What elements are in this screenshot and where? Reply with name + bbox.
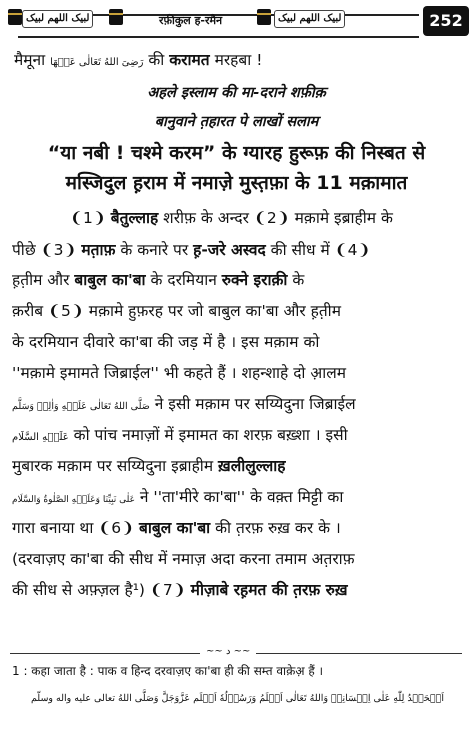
text: ने ''ता'मीरे का'बा'' के वक़्त मिट्टी का bbox=[139, 488, 344, 506]
text: मरहबा ! bbox=[214, 51, 263, 69]
body-line bbox=[12, 268, 304, 290]
text: गारा बनाया था ❨6❩ bbox=[12, 519, 135, 537]
page-number: 252 bbox=[423, 6, 469, 36]
body-line: (दरवाज़ए का'बा की सीध में नमाज़ अदा करना तमाम अत़राफ़ bbox=[12, 550, 355, 568]
body-line bbox=[12, 485, 343, 507]
body-line bbox=[12, 516, 341, 538]
bold-term: बैतुल्लाह bbox=[110, 209, 159, 227]
verse-line-1: अहले इस्लाम की मा-दराने शफ़ीक़ bbox=[147, 85, 326, 101]
bold-term: रुक्ने इराक़ी bbox=[221, 271, 288, 289]
text: की सीध में ❨4❩ bbox=[270, 241, 371, 259]
text: की bbox=[148, 51, 165, 69]
bold-term: ह़-जरे अस्वद bbox=[193, 241, 266, 259]
text: के कनारे पर bbox=[120, 241, 189, 259]
header-right-label: لبیک اللھم لبیک bbox=[274, 10, 345, 28]
kaaba-icon bbox=[109, 9, 123, 25]
header-title: रफ़ीकुल ह-रमैन bbox=[159, 14, 223, 27]
text: की त़रफ़ रुख़ कर के । bbox=[215, 519, 341, 537]
body-line: ''मक़ामे इमामते जिब्राईल'' भी कहते हैं । शहन्शाहे दो आ़लम bbox=[12, 364, 346, 382]
text: को पांच नमाज़ों में इमामत का शरफ़ बख़्शा । इसी bbox=[73, 426, 348, 444]
bold-term: बाबुल का'बा bbox=[139, 519, 211, 537]
text: शरीफ़ के अन्दर ❨2❩ मक़ामे इब्राहीम के bbox=[163, 209, 393, 227]
footnote: 1 : कहा जाता है : पाक व हिन्द दरवाज़ए का'बा ही की सम्त वाक़ेअ़ हैं । bbox=[12, 664, 324, 678]
text: ने इसी मक़ाम पर सय्यिदुना जिब्राईल bbox=[154, 395, 356, 413]
bold-term: बाबुल का'बा bbox=[74, 271, 146, 289]
section-heading: “या नबी ! चश्मे करम” के ग्यारह हुरूफ़ की निस्बत से bbox=[47, 142, 426, 164]
body-line bbox=[12, 238, 371, 260]
kaaba-icon bbox=[8, 9, 22, 25]
header-left-label: لبیک اللھم لبیک bbox=[22, 10, 93, 28]
body-line: के दरमियान दीवारे का'बा की जड़ में है । इस मक़ाम को bbox=[12, 333, 320, 351]
closing-arabic: اَلۡحَمۡدُ لِلّٰهِ عَلٰی اِحۡسَانِهٖ وَاللهُ تَعَالٰی اَعۡلَمُ وَرَسُوۡلُهٗ اَعۡلَم عَزَّوَجَلَّ وَصَلَّی اللهُ تعالی عليه واله وسلّم bbox=[30, 693, 444, 704]
text: पीछे ❨3❩ bbox=[12, 241, 77, 259]
text: मुबारक मक़ाम पर सय्यिदुना इब्राहीम bbox=[12, 457, 214, 475]
arabic-honorific: رَضِیَ اللهُ تَعَالٰی عَنۡهَا bbox=[50, 57, 144, 68]
bold-term: मत़ाफ़ bbox=[81, 241, 116, 259]
body-line bbox=[14, 48, 262, 70]
body-line: क़रीब ❨5❩ मक़ामे हुफ़रह पर जो बाबुल का'बा और ह़त़ीम bbox=[12, 302, 341, 320]
body-line bbox=[12, 454, 286, 476]
footnote-ornament: ~~ د ~~ bbox=[200, 646, 256, 657]
bold-term: मीज़ाबे रह़मत की त़रफ़ रुख़ bbox=[190, 581, 348, 599]
text: के दरमियान bbox=[150, 271, 217, 289]
body-line bbox=[12, 578, 348, 600]
bold-term: करामत bbox=[169, 51, 210, 69]
arabic-honorific: عَلَيۡهِ السَّلَام bbox=[12, 432, 69, 443]
number-marker: ❨1❩ bbox=[70, 209, 106, 227]
body-line bbox=[70, 206, 393, 228]
arabic-honorific: عَلٰى نَبِيِّنَا وَعَلَيۡهِ الصَّلٰوةُ وَالسَّلَام bbox=[12, 495, 135, 505]
arabic-honorific: صَلَّى اللهُ تَعَالٰى عَلَيۡهِ وَاٰلِهٖ وَسَلَّم bbox=[12, 401, 150, 412]
verse-line-2: बानुवाने त़हारत पे लाखों सलाम bbox=[154, 114, 319, 130]
text: के bbox=[292, 271, 305, 289]
bold-term: ख़लीलुल्लाह bbox=[218, 457, 286, 475]
text: की सीध से अफ़्ज़ल है¹) ❨7❩ bbox=[12, 581, 186, 599]
text: मैमूना bbox=[14, 51, 46, 69]
body-line bbox=[12, 392, 356, 414]
kaaba-icon bbox=[257, 9, 271, 25]
body-line bbox=[12, 423, 348, 445]
page-header bbox=[4, 6, 469, 38]
text: ह़त़ीम और bbox=[12, 271, 70, 289]
section-heading: मस्जिदुल ह़राम में नमाज़े मुस्त़फ़ा के 11 मक़ामात bbox=[65, 172, 408, 194]
